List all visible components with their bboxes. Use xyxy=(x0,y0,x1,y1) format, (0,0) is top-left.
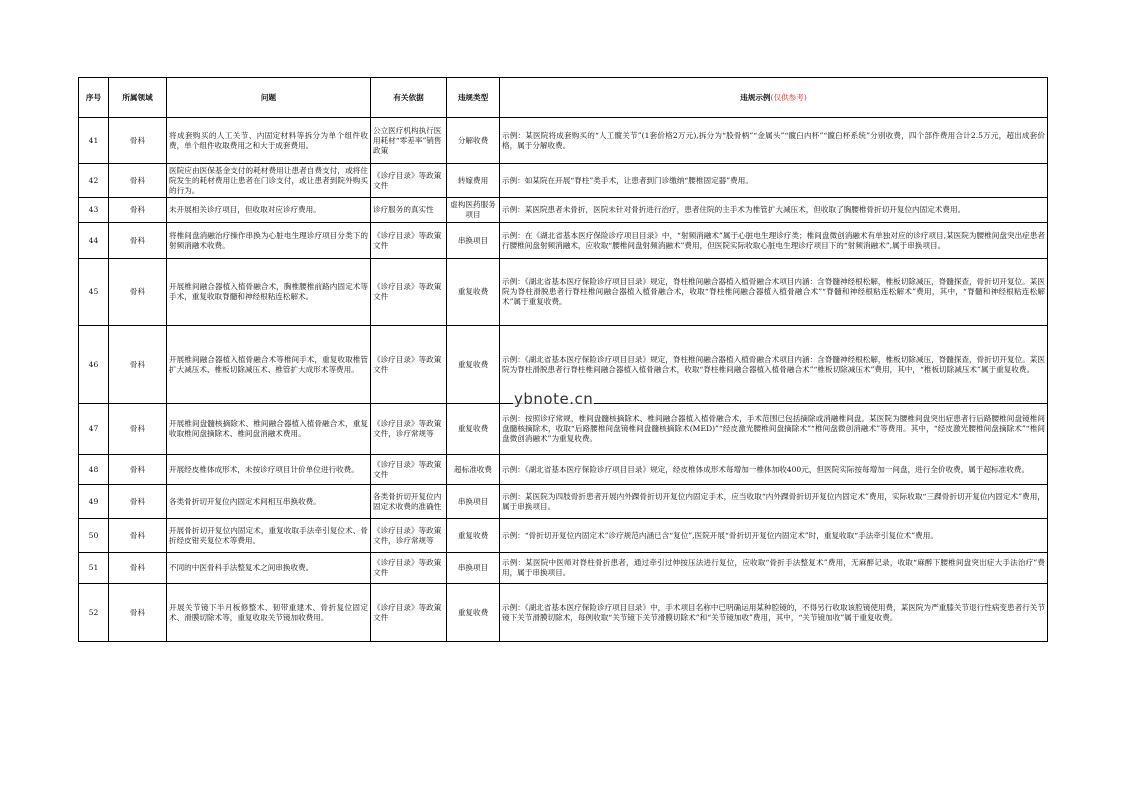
row-example: 示例：《湖北省基本医疗保险诊疗项目目录》中，手术项目名称中已明确运用某种腔镜的，不得另行收取该腔镜使用费，某医院为严重膝关节退行性病变患者行关节镜下关节滑膜切除术，每例收取“关节镜下关节滑膜切除术”和“关节镜加收”费用，其中，“关节镜加收”属于重复收费。 xyxy=(500,584,1048,642)
row-seq: 52 xyxy=(79,584,109,642)
row-seq: 46 xyxy=(79,326,109,404)
table-row xyxy=(79,485,1048,519)
row-basis: 《诊疗目录》等政策文件 xyxy=(371,223,447,259)
violation-table xyxy=(78,77,1048,642)
row-field: 骨科 xyxy=(109,404,167,455)
row-field: 骨科 xyxy=(109,326,167,404)
row-basis: 《诊疗目录》等政策文件，诊疗常规等 xyxy=(371,404,447,455)
row-issue: 将成套购买的人工关节、内固定材料等拆分为单个组件收费，单个组件收取费用之和大于成套费用。 xyxy=(167,118,371,164)
row-basis: 《诊疗目录》等政策文件 xyxy=(371,164,447,198)
row-issue: 开展椎间盘髓核摘除术、椎间融合器植入植骨融合术，重复收取椎间盘摘除术、椎间盘消融术费用。 xyxy=(167,404,371,455)
row-field: 骨科 xyxy=(109,553,167,584)
row-basis: 《诊疗目录》等政策文件 xyxy=(371,455,447,485)
row-field: 骨科 xyxy=(109,485,167,519)
row-example: 示例：《湖北省基本医疗保险诊疗项目目录》规定，经皮椎体成形术每增加一椎体加收400元，但医院实际按每增加一间盘，进行全价收费，属于超标准收费。 xyxy=(500,455,1048,485)
row-seq: 45 xyxy=(79,259,109,326)
row-type: 超标准收费 xyxy=(447,455,500,485)
row-basis: 诊疗服务的真实性 xyxy=(371,198,447,223)
row-type: 串换项目 xyxy=(447,223,500,259)
row-type: 转嫁费用 xyxy=(447,164,500,198)
row-field: 骨科 xyxy=(109,584,167,642)
row-example: 示例：某医院将成套购买的“人工髋关节”(1套价格2万元),拆分为“股骨柄”“金属头”“髋臼内杯”“髋臼杯系统”分别收费，四个部件费用合计2.5万元，超出成套价格，属于分解收费。 xyxy=(500,118,1048,164)
row-issue: 不同的中医骨科手法整复术之间串换收费。 xyxy=(167,553,371,584)
header-example-label: 违规示例 xyxy=(740,92,771,102)
row-seq: 49 xyxy=(79,485,109,519)
table-row xyxy=(79,223,1048,259)
row-issue: 开展椎间融合器植入植骨融合术，胸椎腰椎前路内固定术等手术，重复收取脊髓和神经根粘连松解术。 xyxy=(167,259,371,326)
row-seq: 51 xyxy=(79,553,109,584)
header-example-note: (仅供参考) xyxy=(770,92,807,102)
table-row xyxy=(79,404,1048,455)
row-basis: 各类骨折切开复位内固定术收费的准确性 xyxy=(371,485,447,519)
row-issue: 开展椎间融合器植入植骨融合术等椎间手术，重复收取椎管扩大减压术、椎板切除减压术、椎管扩大成形术等费用。 xyxy=(167,326,371,404)
row-issue: 开展骨折切开复位内固定术，重复收取手法牵引复位术、骨折经皮钳夹复位术等费用。 xyxy=(167,519,371,553)
row-issue: 医院应由医保基金支付的耗材费用让患者自费支付，或将住院发生的耗材费用让患者在门诊支付，或让患者到院外购买的行为。 xyxy=(167,164,371,198)
row-type: 重复收费 xyxy=(447,326,500,404)
row-field: 骨科 xyxy=(109,118,167,164)
row-seq: 47 xyxy=(79,404,109,455)
header-example xyxy=(500,78,1048,118)
table-row xyxy=(79,198,1048,223)
row-seq: 50 xyxy=(79,519,109,553)
row-issue: 开展经皮椎体成形术，未按诊疗项目计价单位进行收费。 xyxy=(167,455,371,485)
header-type: 违规类型 xyxy=(447,78,500,118)
row-basis: 《诊疗目录》等政策文件 xyxy=(371,584,447,642)
row-seq: 48 xyxy=(79,455,109,485)
row-issue: 开展关节镜下半月板修整术、韧带重建术、骨折复位固定术、滑膜切除术等，重复收取关节镜加收费用。 xyxy=(167,584,371,642)
row-field: 骨科 xyxy=(109,164,167,198)
row-type: 重复收费 xyxy=(447,519,500,553)
row-seq: 44 xyxy=(79,223,109,259)
row-example: 示例：《湖北省基本医疗保险诊疗项目目录》规定，脊柱椎间融合器植入植骨融合术项目内涵：含脊髓神经根松解，椎板切除减压，脊髓探查，骨折切开复位。某医院为脊柱滑脱患者行脊柱椎间融合器植入植骨融合术，收取“脊柱椎间融合器植入植骨融合术”“椎板切除减压术”费用，其中，“椎板切除减压术”属于重复收费。 xyxy=(500,326,1048,404)
header-basis: 有关依据 xyxy=(371,78,447,118)
row-basis: 《诊疗目录》等政策文件 xyxy=(371,326,447,404)
row-field: 骨科 xyxy=(109,455,167,485)
row-type: 串换项目 xyxy=(447,485,500,519)
row-field: 骨科 xyxy=(109,223,167,259)
row-issue: 各类骨折切开复位内固定术间相互串换收费。 xyxy=(167,485,371,519)
row-type: 串换项目 xyxy=(447,553,500,584)
row-type: 虚构医药服务项目 xyxy=(447,198,500,223)
row-example: 示例：某医院为四肢骨折患者开展内外踝骨折切开复位内固定手术，应当收取“内外踝骨折切开复位内固定术”费用，实际收取“三踝骨折切开复位内固定术”费用，属于串换项目。 xyxy=(500,485,1048,519)
header-seq: 序号 xyxy=(79,78,109,118)
row-field: 骨科 xyxy=(109,259,167,326)
table-row xyxy=(79,553,1048,584)
table-row xyxy=(79,584,1048,642)
header-issue: 问题 xyxy=(167,78,371,118)
row-example: 示例：《湖北省基本医疗保险诊疗项目目录》规定，脊柱椎间融合器植入植骨融合术项目内涵：含脊髓神经根松解，椎板切除减压，脊髓探查，骨折切开复位。某医院为脊柱滑脱患者行脊柱椎间融合器植入植骨融合术，收取“脊柱椎间融合器植入植骨融合术”“脊髓和神经根粘连松解术”费用，其中，“脊髓和神经根粘连松解术”属于重复收费。 xyxy=(500,259,1048,326)
row-field: 骨科 xyxy=(109,198,167,223)
table-row xyxy=(79,455,1048,485)
row-basis: 《诊疗目录》等政策文件 xyxy=(371,259,447,326)
row-type: 重复收费 xyxy=(447,259,500,326)
row-basis: 《诊疗目录》等政策文件 xyxy=(371,553,447,584)
row-type: 重复收费 xyxy=(447,584,500,642)
table-row xyxy=(79,118,1048,164)
row-seq: 42 xyxy=(79,164,109,198)
rule-table-sheet xyxy=(78,77,1047,642)
table-row xyxy=(79,519,1048,553)
row-example: 示例：“骨折切开复位内固定术”诊疗规范内涵已含“复位”,医院开展“骨折切开复位内固定术”时，重复收取“手法牵引复位术”费用。 xyxy=(500,519,1048,553)
row-example: 示例：某医院患者未骨折，医院未针对骨折进行治疗，患者住院的主手术为椎管扩大减压术，但收取了胸腰椎骨折切开复位内固定术费用。 xyxy=(500,198,1048,223)
row-issue: 未开展相关诊疗项目，但收取对应诊疗费用。 xyxy=(167,198,371,223)
row-example: 示例：如某院在开展“脊柱”类手术，让患者到门诊缴纳“腰椎固定器”费用。 xyxy=(500,164,1048,198)
table-header-row xyxy=(79,78,1048,118)
row-basis: 公立医疗机构执行医用耗材“零差率”销售政策 xyxy=(371,118,447,164)
watermark: ybnote.cn xyxy=(514,390,594,408)
table-row xyxy=(79,164,1048,198)
row-field: 骨科 xyxy=(109,519,167,553)
row-type: 分解收费 xyxy=(447,118,500,164)
row-seq: 43 xyxy=(79,198,109,223)
row-seq: 41 xyxy=(79,118,109,164)
row-basis: 《诊疗目录》等政策文件，诊疗常规等 xyxy=(371,519,447,553)
row-example: 示例：在《湖北省基本医疗保险诊疗项目目录》中，“射频消融术”属于心脏电生理诊疗类；椎间盘微创消融术有单独对应的诊疗项目,某医院为腰椎间盘突出症患者行腰椎间盘射频消融术，应收取“腰椎间盘射频消融术”费用，但医院实际收取心脏电生理诊疗项目下的“射频消融术”,属于串换项目。 xyxy=(500,223,1048,259)
table-row xyxy=(79,259,1048,326)
header-field: 所属领域 xyxy=(109,78,167,118)
row-example: 示例：某医院中医师对脊柱骨折患者，通过牵引过伸按压法进行复位，应收取“骨折手法整复术”费用，无麻醉记录，收取“麻醉下腰椎间盘突出症大手法治疗”费用，属于串换项目。 xyxy=(500,553,1048,584)
row-example: 示例：按照诊疗常规，椎间盘髓核摘除术、椎间融合器植入植骨融合术，手术范围已包括摘除或消融椎间盘。某医院为腰椎间盘突出症患者行后路腰椎间盘镜椎间盘髓核摘除术，收取“后路腰椎间盘镜椎间盘髓核摘除术(MED)”“经皮激光腰椎间盘摘除术”“椎间盘微创消融术”等费用。其中，“经皮激光腰椎间盘摘除术”“椎间盘微创消融术”为重复收费。 xyxy=(500,404,1048,455)
row-type: 重复收费 xyxy=(447,404,500,455)
row-issue: 将椎间盘消融治疗操作串换为心脏电生理诊疗项目分类下的射频消融术收费。 xyxy=(167,223,371,259)
